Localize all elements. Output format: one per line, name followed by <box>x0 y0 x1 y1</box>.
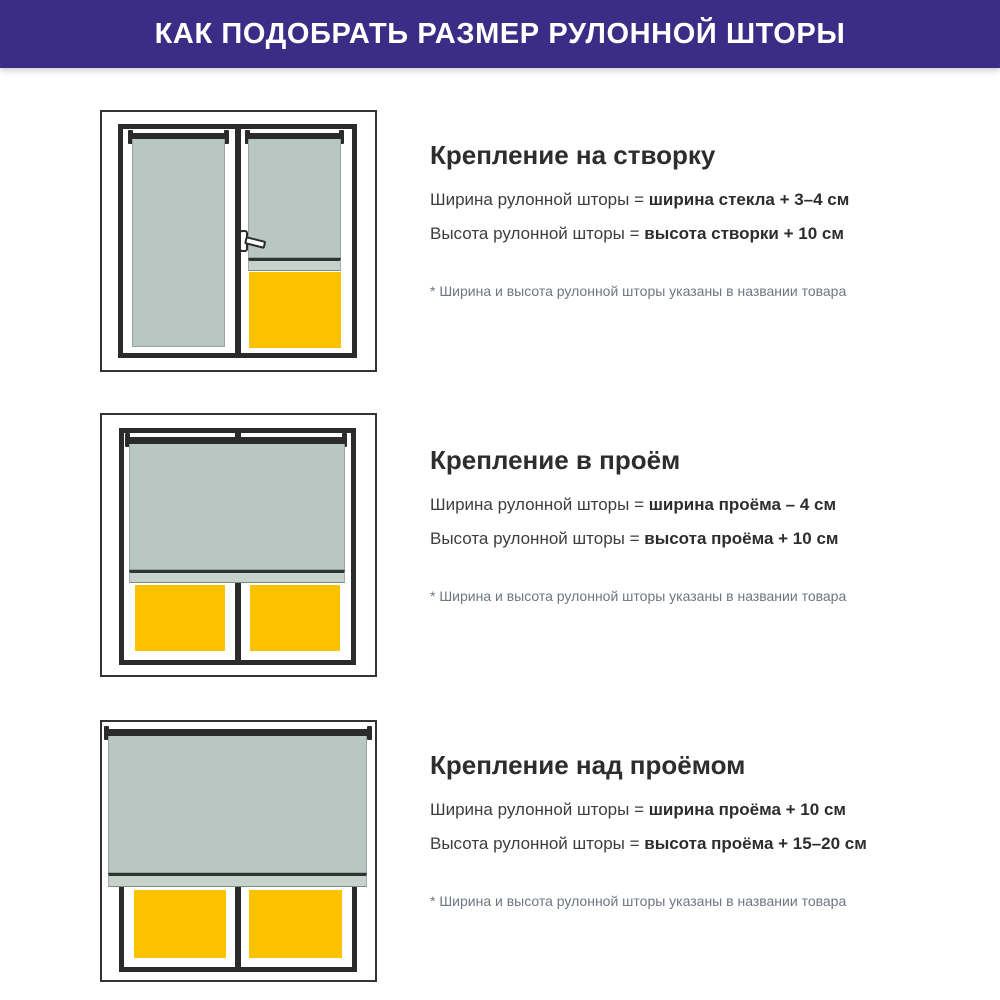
roller-rod <box>106 729 371 736</box>
height-formula-value: высота проёма + 10 см <box>644 529 839 548</box>
width-formula <box>430 495 836 515</box>
blind-fabric <box>108 736 367 873</box>
blind-bottom-bar <box>129 570 345 583</box>
glass-pane <box>134 890 226 958</box>
rod-bracket <box>367 726 372 740</box>
blind-bottom-bar <box>108 873 367 887</box>
width-formula-value: ширина проёма – 4 см <box>648 495 837 514</box>
width-formula <box>430 800 846 820</box>
height-formula-value: высота проёма + 15–20 см <box>644 834 867 853</box>
footnote: * Ширина и высота рулонной шторы указаны в названии товара <box>430 588 847 604</box>
section-title: Крепление на створку <box>430 140 716 170</box>
width-formula-label: Ширина рулонной шторы = <box>430 190 649 209</box>
section-in-opening <box>430 445 990 625</box>
section-on-sash <box>430 140 990 320</box>
height-formula-value: высота створки + 10 см <box>644 224 844 243</box>
glass-pane <box>250 585 340 651</box>
glass-pane <box>249 272 341 348</box>
section-title: Крепление в проём <box>430 445 681 475</box>
page-title: КАК ПОДОБРАТЬ РАЗМЕР РУЛОННОЙ ШТОРЫ <box>154 17 846 50</box>
height-formula-label: Высота рулонной шторы = <box>430 834 645 853</box>
blind-fabric <box>132 139 225 347</box>
height-formula <box>430 529 838 549</box>
blind-fabric <box>129 444 345 570</box>
width-formula-label: Ширина рулонной шторы = <box>430 495 649 514</box>
section-above-opening <box>430 750 990 930</box>
width-formula <box>430 190 849 210</box>
height-formula <box>430 224 844 244</box>
width-formula-label: Ширина рулонной шторы = <box>430 800 649 819</box>
window-illustration-in-opening <box>100 413 377 677</box>
glass-pane <box>249 890 342 958</box>
section-title: Крепление над проёмом <box>430 750 746 780</box>
footnote: * Ширина и высота рулонной шторы указаны в названии товара <box>430 283 847 299</box>
footnote: * Ширина и высота рулонной шторы указаны в названии товара <box>430 893 847 909</box>
height-formula <box>430 834 867 854</box>
header-banner <box>0 0 1000 68</box>
blind-bottom-bar <box>248 258 341 271</box>
height-formula-label: Высота рулонной шторы = <box>430 224 645 243</box>
roller-rod <box>127 437 347 444</box>
width-formula-value: ширина проёма + 10 см <box>648 800 846 819</box>
window-illustration-above-opening <box>100 720 377 982</box>
width-formula-value: ширина стекла + 3–4 см <box>648 190 850 209</box>
height-formula-label: Высота рулонной шторы = <box>430 529 645 548</box>
glass-pane <box>135 585 225 651</box>
window-illustration-on-sash <box>100 110 377 372</box>
